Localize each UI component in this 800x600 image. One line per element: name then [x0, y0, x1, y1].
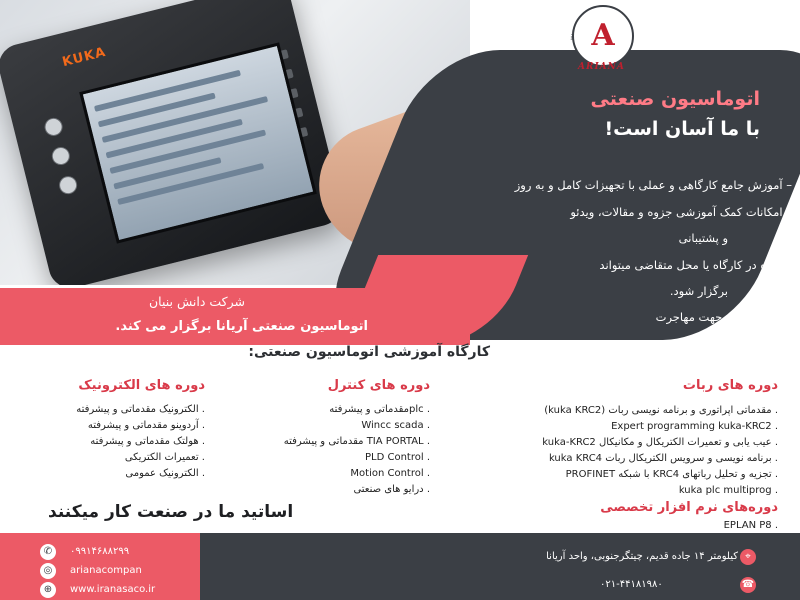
control-course-item: . Wincc scada: [361, 420, 430, 431]
whatsapp-icon: ✆: [40, 544, 56, 560]
workshop-title: کارگاه آموزشی اتوماسیون صنعتی:: [248, 344, 490, 360]
software-course-item: . EPLAN P8: [723, 520, 778, 531]
mobile-phone[interactable]: ۰۹۹۱۴۶۸۸۲۹۹: [70, 546, 130, 557]
control-course-item: . TIA PORTAL مقدماتی و پیشرفته: [283, 436, 430, 447]
control-course-item: . PLD Control: [365, 452, 430, 463]
feature-item: و پشتیبانی: [678, 231, 728, 245]
company-logo: [572, 5, 634, 67]
electronics-course-item: . تعمیرات الکتریکی: [124, 452, 205, 463]
electronics-courses-title: دوره های الکترونیک: [78, 378, 205, 393]
electronics-course-item: . الکترونیک مقدماتی و پیشرفته: [76, 404, 205, 415]
electronics-course-item: . الکترونیک عمومی: [125, 468, 205, 479]
control-course-item: . درایو های صنعتی: [353, 484, 430, 495]
control-course-item: . plcمقدماتی و پیشرفته: [329, 404, 430, 415]
teachers-tagline: اساتید ما در صنعت کار میکنند: [48, 502, 294, 522]
robot-course-item: . Expert programming kuka-KRC2: [611, 421, 778, 432]
company-line1: شرکت دانش بنیان: [148, 294, 245, 309]
robot-course-item: . مقدماتی اپراتوری و برنامه نویسی ربات (kuka KRC2): [544, 405, 778, 416]
feature-item: – دوره در کارگاه یا محل متقاضی میتواند: [599, 258, 792, 272]
phone-icon: ☎: [740, 577, 756, 593]
robot-course-item: . kuka plc multiprog: [678, 485, 778, 496]
electronics-course-item: . هولتک مقدماتی و پیشرفته: [90, 436, 205, 447]
robot-courses-title: دوره های ربات: [682, 378, 778, 393]
address-text: کیلومتر ۱۴ جاده قدیم، چیتگرجنوبی، واحد آریانا: [546, 551, 738, 562]
robot-course-item: . تجزیه و تحلیل رباتهای KRC4 با شبکه PROFINET: [565, 469, 778, 480]
robot-course-item: . برنامه نویسی و سرویس الکتریکال ربات kuka KRC4: [548, 453, 778, 464]
feature-item: – مدرک معتبر جهت مهاجرت: [655, 310, 792, 324]
logo-name: ARIANA: [578, 62, 625, 72]
control-course-item: . Motion Control: [350, 468, 430, 479]
location-icon: ⌖: [740, 549, 756, 565]
feature-item: – امکانات کمک آموزشی جزوه و مقالات، ویدئو: [570, 205, 792, 219]
software-courses-title: دوره‌های نرم افزار تخصصی: [600, 500, 778, 515]
instagram-handle[interactable]: arianacompan: [70, 565, 142, 576]
control-courses-title: دوره های کنترل: [327, 378, 430, 393]
feature-item: – آموزش جامع کارگاهی و عملی با تجهیزات کامل و به روز: [514, 178, 792, 192]
electronics-course-item: . آردوینو مقدماتی و پیشرفته: [87, 420, 205, 431]
company-line2: اتوماسیون صنعتی آریانا برگزار می کند.: [115, 319, 368, 334]
robot-course-item: . عیب یابی و تعمیرات الکتریکال و مکانیکال kuka-KRC2: [542, 437, 778, 448]
website-link[interactable]: www.iranasaco.ir: [70, 584, 156, 595]
feature-item: برگزار شود.: [669, 284, 728, 298]
logo-letter: A: [591, 18, 615, 53]
globe-icon: ⊕: [40, 582, 56, 598]
office-phone[interactable]: ۰۲۱-۴۴۱۸۱۹۸۰: [600, 579, 663, 590]
headline-line1: اتوماسیون صنعتی: [590, 88, 760, 110]
instagram-icon: ◎: [40, 563, 56, 579]
headline-line2: با ما آسان است!: [604, 118, 760, 140]
pendant-brand: KUKA: [60, 44, 108, 71]
